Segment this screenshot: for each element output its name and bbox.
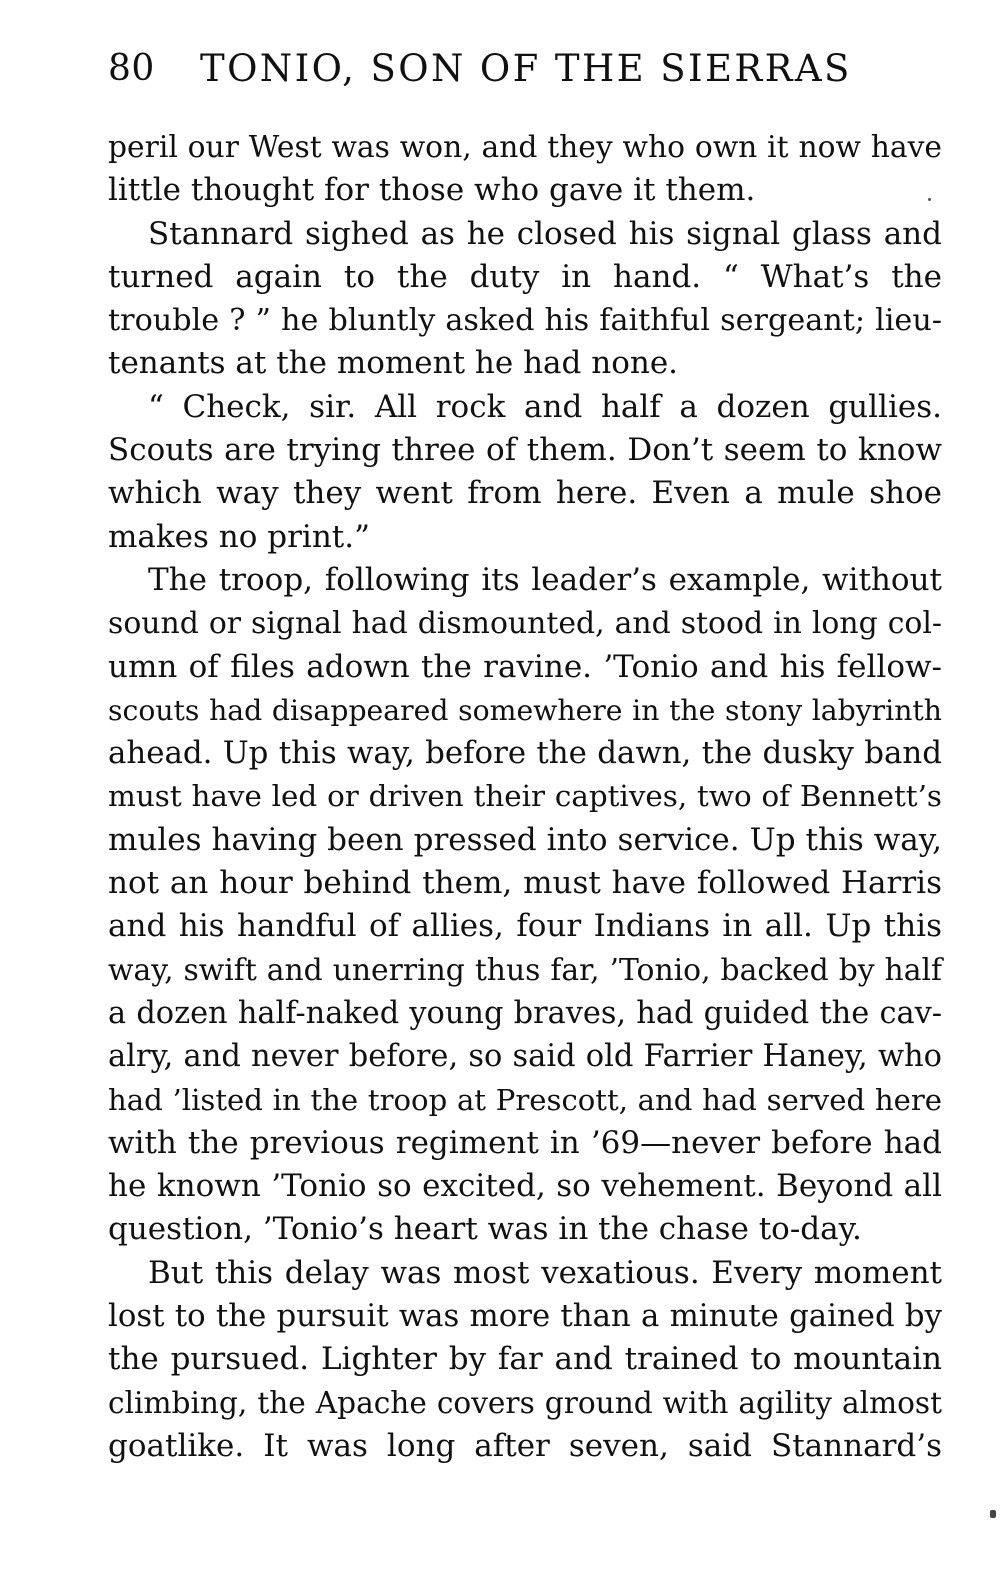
text-line: the pursued. Lighter by far and trained to mountain [108,1341,942,1378]
text-line: he known ’Tonio so excited, so vehement. Beyond all [108,1168,942,1205]
text-line: But this delay was most vexatious. Every moment [148,1254,942,1291]
text-line: little thought for those who gave it them. [108,172,756,209]
text-line: alry, and never before, so said old Farrier Haney, who [108,1039,942,1075]
text-line: which way they went from here. Even a mule shoe [108,475,942,512]
text-line: had ’listed in the troop at Prescott, and had served here [108,1082,942,1117]
text-line: ahead. Up this way, before the dawn, the dusky band [108,735,942,772]
page-number: 80 [108,48,155,89]
text-line: not an hour behind them, must have followed Harris [108,865,942,902]
text-line: scouts had disappeared somewhere in the stony labyrinth [108,693,942,727]
body-text [108,126,942,1468]
text-line: goatlike. It was long after seven, said Stannard’s [108,1427,942,1464]
text-line: Scouts are trying three of them. Don’t seem to know [108,432,942,469]
text-line: The troop, following its leader’s example, without [148,561,942,598]
text-line: sound or signal had dismounted, and stood in long col- [108,606,942,642]
text-line: makes no print.” [108,518,370,555]
text-line: mules having been pressed into service. Up this way, [108,821,942,858]
text-line: climbing, the Apache covers ground with agility almost [108,1385,942,1420]
text-line: way, swift and unerring thus far, ’Tonio, backed by half [108,952,942,988]
text-line: Stannard sighed as he closed his signal glass and [148,215,942,252]
text-line: umn of files adown the ravine. ’Tonio and his fellow- [108,648,942,685]
text-line: peril our West was won, and they who own it now have [108,130,942,165]
text-line: “ Check, sir. All rock and half a dozen gullies. [148,388,942,425]
text-line: turned again to the duty in hand. “ What’s the [108,258,942,295]
text-line: with the previous regiment in ’69—never before had [108,1124,942,1161]
text-line: question, ’Tonio’s heart was in the chase to-day. [108,1211,862,1248]
edge-ink-mark [990,1510,996,1518]
text-line: lost to the pursuit was more than a minute gained by [108,1298,942,1335]
text-line: must have led or driven their captives, two of Bennett’s [108,779,942,814]
text-line: and his handful of allies, four Indians in all. Up this [108,908,942,945]
text-line: trouble ? ” he bluntly asked his faithful sergeant; lieu- [108,303,942,339]
text-line: tenants at the moment he had none. [108,345,679,382]
text-line: a dozen half-naked young braves, had guided the cav- [108,995,942,1031]
running-head [108,44,853,94]
running-title: TONIO, SON OF THE SIERRAS [200,47,852,90]
